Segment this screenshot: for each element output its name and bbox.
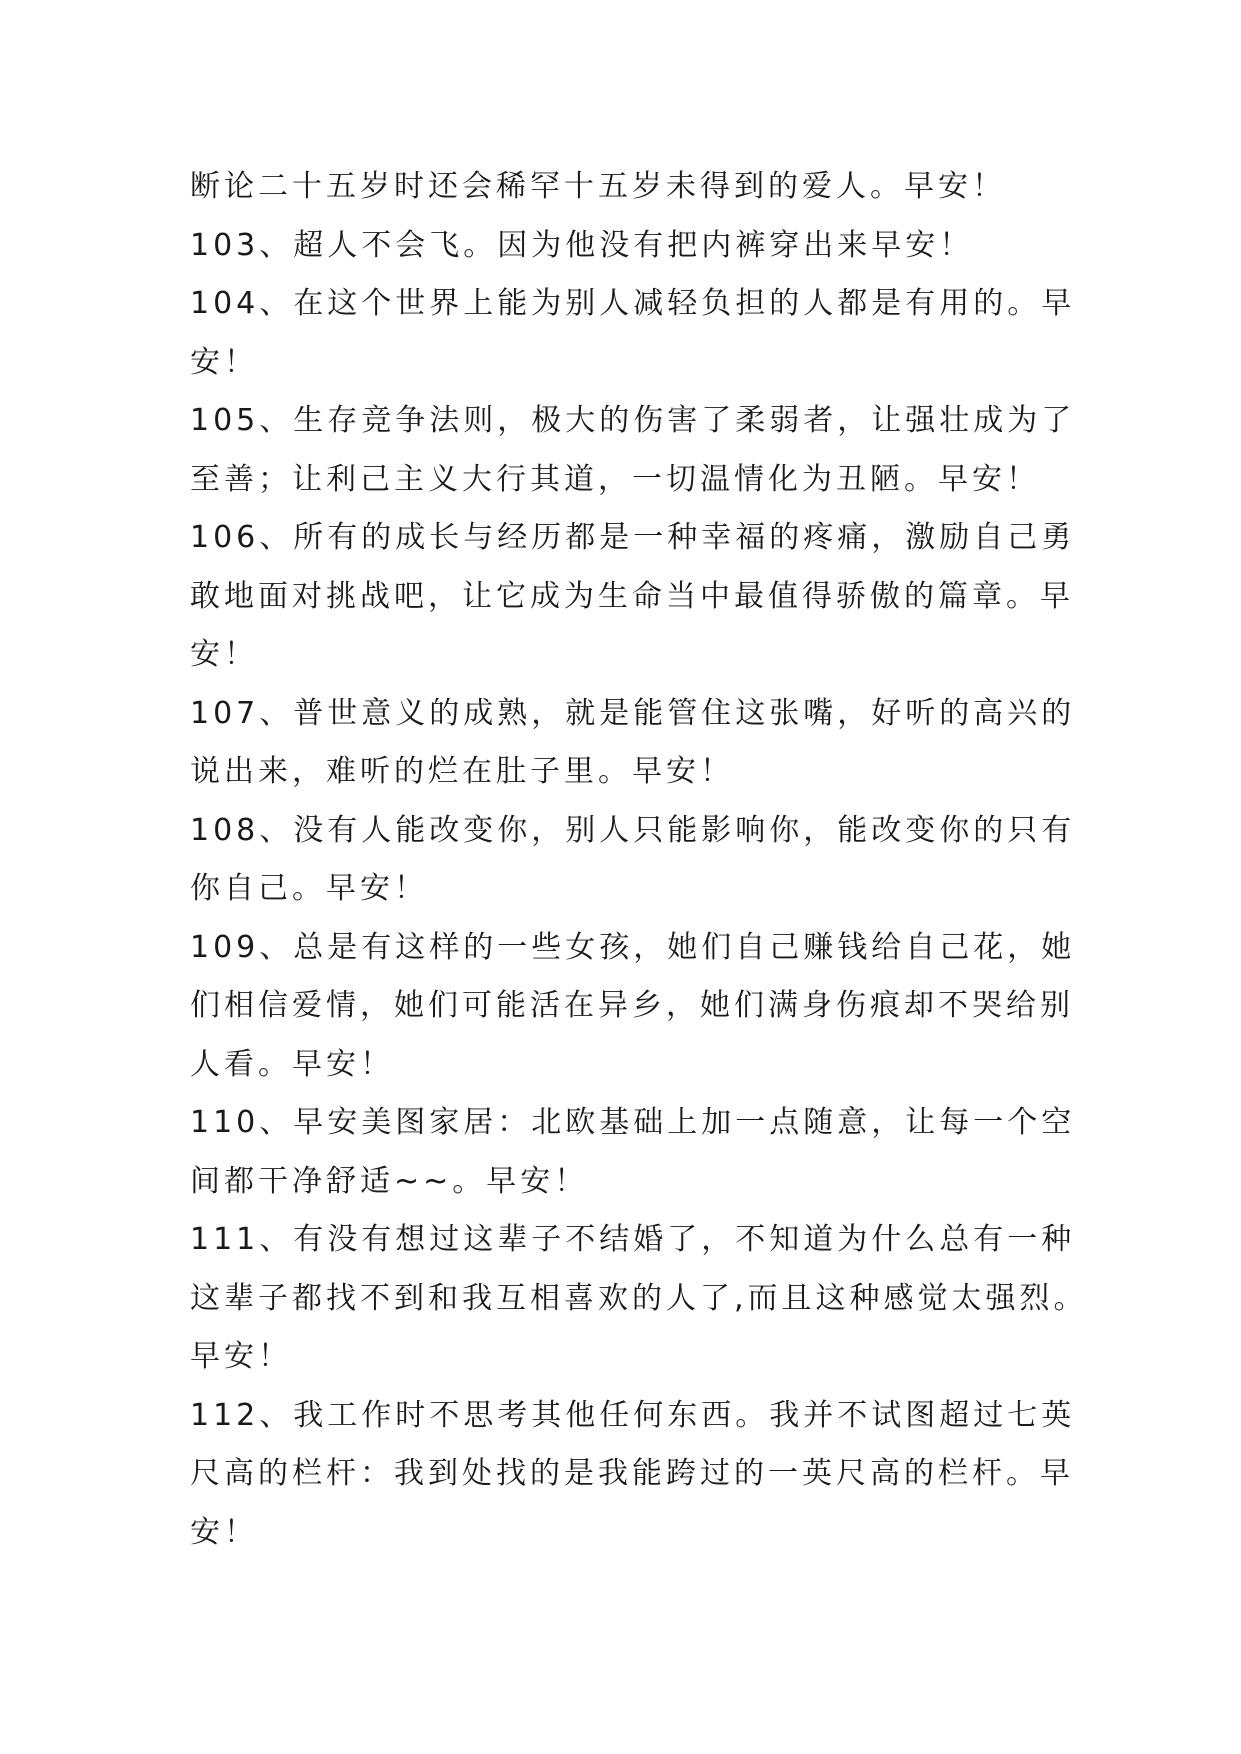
text-line: 111、有没有想过这辈子不结婚了，不知道为什么总有一种 [190, 1222, 1076, 1257]
text-line: 107、普世意义的成熟，就是能管住这张嘴，好听的高兴的 [190, 695, 1076, 731]
text-line: 105、生存竞争法则，极大的伤害了柔弱者，让强壮成为了 [190, 403, 1076, 438]
text-line: 说出来，难听的烂在肚子里。早安！ [190, 754, 734, 789]
text-line: 断论二十五岁时还会稀罕十五岁未得到的爱人。早安！ [190, 169, 1006, 204]
text-line: 你自己。早安！ [190, 871, 428, 906]
text-line: 们相信爱情，她们可能活在异乡，她们满身伤痕却不哭给别 [190, 988, 1074, 1023]
text-line: 112、我工作时不思考其他任何东西。我并不试图超过七英 [190, 1397, 1076, 1433]
text-line: 103、超人不会飞。因为他没有把内裤穿出来早安！ [190, 227, 974, 263]
text-line: 至善；让利己主义大行其道，一切温情化为丑陋。早安！ [190, 461, 1040, 497]
text-line: 安！ [190, 1514, 258, 1550]
text-line: 106、所有的成长与经历都是一种幸福的疼痛，激励自己勇 [190, 520, 1076, 555]
text-line: 这辈子都找不到和我互相喜欢的人了,而且这种感觉太强烈。 [190, 1280, 1088, 1316]
text-line: 109、总是有这样的一些女孩，她们自己赚钱给自己花，她 [190, 929, 1076, 965]
text-line: 108、没有人能改变你，别人只能影响你，能改变你的只有 [190, 812, 1076, 848]
text-line: 早安！ [190, 1339, 292, 1374]
text-line: 敢地面对挑战吧，让它成为生命当中最值得骄傲的篇章。早 [190, 578, 1074, 614]
text-line: 安！ [190, 637, 258, 672]
text-line: 尺高的栏杆：我到处找的是我能跨过的一英尺高的栏杆。早 [190, 1456, 1074, 1491]
document-body [190, 158, 1088, 1562]
text-line: 104、在这个世界上能为别人减轻负担的人都是有用的。早 [190, 286, 1076, 321]
text-line: 110、早安美图家居：北欧基础上加一点随意，让每一个空 [190, 1105, 1076, 1140]
text-line: 安！ [190, 344, 258, 380]
text-line: 间都干净舒适~~。早安！ [190, 1163, 589, 1199]
text-line: 人看。早安！ [190, 1046, 394, 1082]
